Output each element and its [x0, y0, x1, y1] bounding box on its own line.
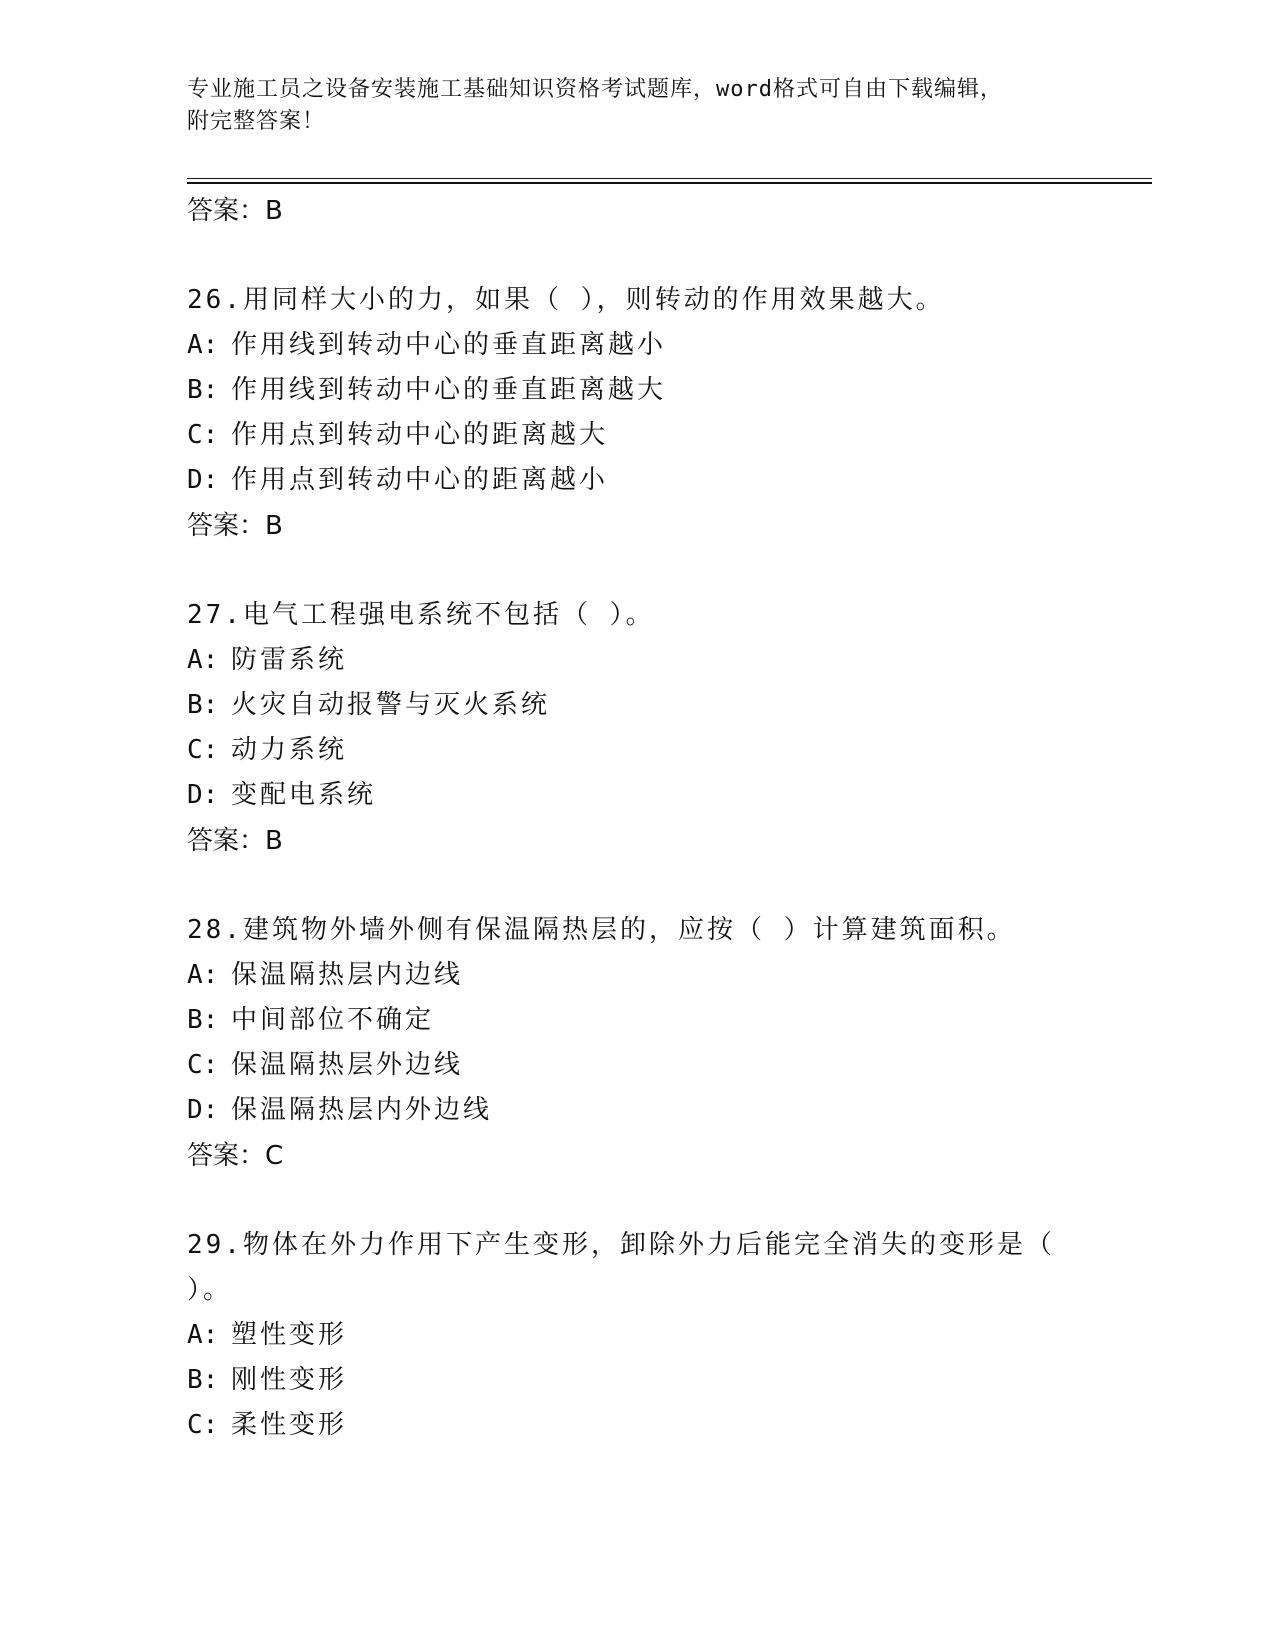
option-d — [187, 773, 1087, 818]
option-letter: A: — [187, 645, 219, 675]
option-letter: B: — [187, 1365, 219, 1395]
answer-line: 答案：C — [187, 1141, 284, 1171]
spacer — [187, 864, 1087, 908]
option-letter: A: — [187, 1320, 219, 1350]
question-stem: 26.用同样大小的力，如果（ ），则转动的作用效果越大。 — [187, 285, 945, 315]
question-stem: 28.建筑物外墙外侧有保温隔热层的，应按（ ）计算建筑面积。 — [187, 915, 1016, 945]
option-text: 作用线到转动中心的垂直距离越大 — [231, 375, 667, 405]
option-letter: C: — [187, 420, 219, 450]
option-text: 柔性变形 — [231, 1410, 348, 1440]
option-a — [187, 1313, 1087, 1358]
option-letter: B: — [187, 375, 219, 405]
option-b — [187, 998, 1087, 1043]
option-text: 火灾自动报警与灭火系统 — [231, 690, 551, 720]
option-letter: B: — [187, 1005, 219, 1035]
option-c — [187, 1403, 1087, 1448]
answer-line: 答案：B — [187, 196, 283, 226]
option-text: 刚性变形 — [231, 1365, 348, 1395]
answer-line: 答案：B — [187, 826, 283, 856]
spacer — [187, 1179, 1087, 1223]
header-line-2: 附完整答案！ — [187, 109, 326, 134]
option-text: 作用线到转动中心的垂直距离越小 — [231, 330, 667, 360]
question-26 — [187, 278, 1087, 549]
question-27 — [187, 593, 1087, 864]
option-letter: A: — [187, 330, 219, 360]
option-b — [187, 683, 1087, 728]
option-text: 作用点到转动中心的距离越大 — [231, 420, 609, 450]
question-list — [187, 188, 1087, 1448]
question-stem-line-2: ）。 — [187, 1275, 233, 1305]
option-a — [187, 323, 1087, 368]
option-letter: D: — [187, 780, 219, 810]
option-text: 保温隔热层内边线 — [231, 960, 464, 990]
option-b — [187, 368, 1087, 413]
question-29 — [187, 1223, 1087, 1448]
option-text: 变配电系统 — [231, 780, 377, 810]
option-letter: D: — [187, 1095, 219, 1125]
option-a — [187, 953, 1087, 998]
option-text: 作用点到转动中心的距离越小 — [231, 465, 609, 495]
option-text: 保温隔热层内外边线 — [231, 1095, 493, 1125]
document-header — [187, 74, 1087, 138]
spacer — [187, 549, 1087, 593]
option-letter: C: — [187, 735, 219, 765]
answer-line: 答案：B — [187, 511, 283, 541]
option-c — [187, 1043, 1087, 1088]
option-b — [187, 1358, 1087, 1403]
question-stem: 27.电气工程强电系统不包括（ ）。 — [187, 600, 655, 630]
option-d — [187, 458, 1087, 503]
option-text: 动力系统 — [231, 735, 348, 765]
option-d — [187, 1088, 1087, 1133]
header-line-1: 专业施工员之设备安装施工基础知识资格考试题库，word格式可自由下载编辑， — [187, 77, 1003, 102]
option-text: 塑性变形 — [231, 1320, 348, 1350]
option-letter: D: — [187, 465, 219, 495]
option-letter: C: — [187, 1410, 219, 1440]
question-stem-line-1: 29.物体在外力作用下产生变形，卸除外力后能完全消失的变形是（ — [187, 1230, 1055, 1260]
option-letter: C: — [187, 1050, 219, 1080]
option-text: 中间部位不确定 — [231, 1005, 435, 1035]
header-divider-thick — [187, 182, 1152, 184]
option-c — [187, 728, 1087, 773]
option-letter: B: — [187, 690, 219, 720]
question-28 — [187, 908, 1087, 1179]
spacer — [187, 234, 1087, 278]
header-divider-thin — [187, 178, 1152, 179]
option-letter: A: — [187, 960, 219, 990]
option-text: 保温隔热层外边线 — [231, 1050, 464, 1080]
option-c — [187, 413, 1087, 458]
option-a — [187, 638, 1087, 683]
option-text: 防雷系统 — [231, 645, 348, 675]
